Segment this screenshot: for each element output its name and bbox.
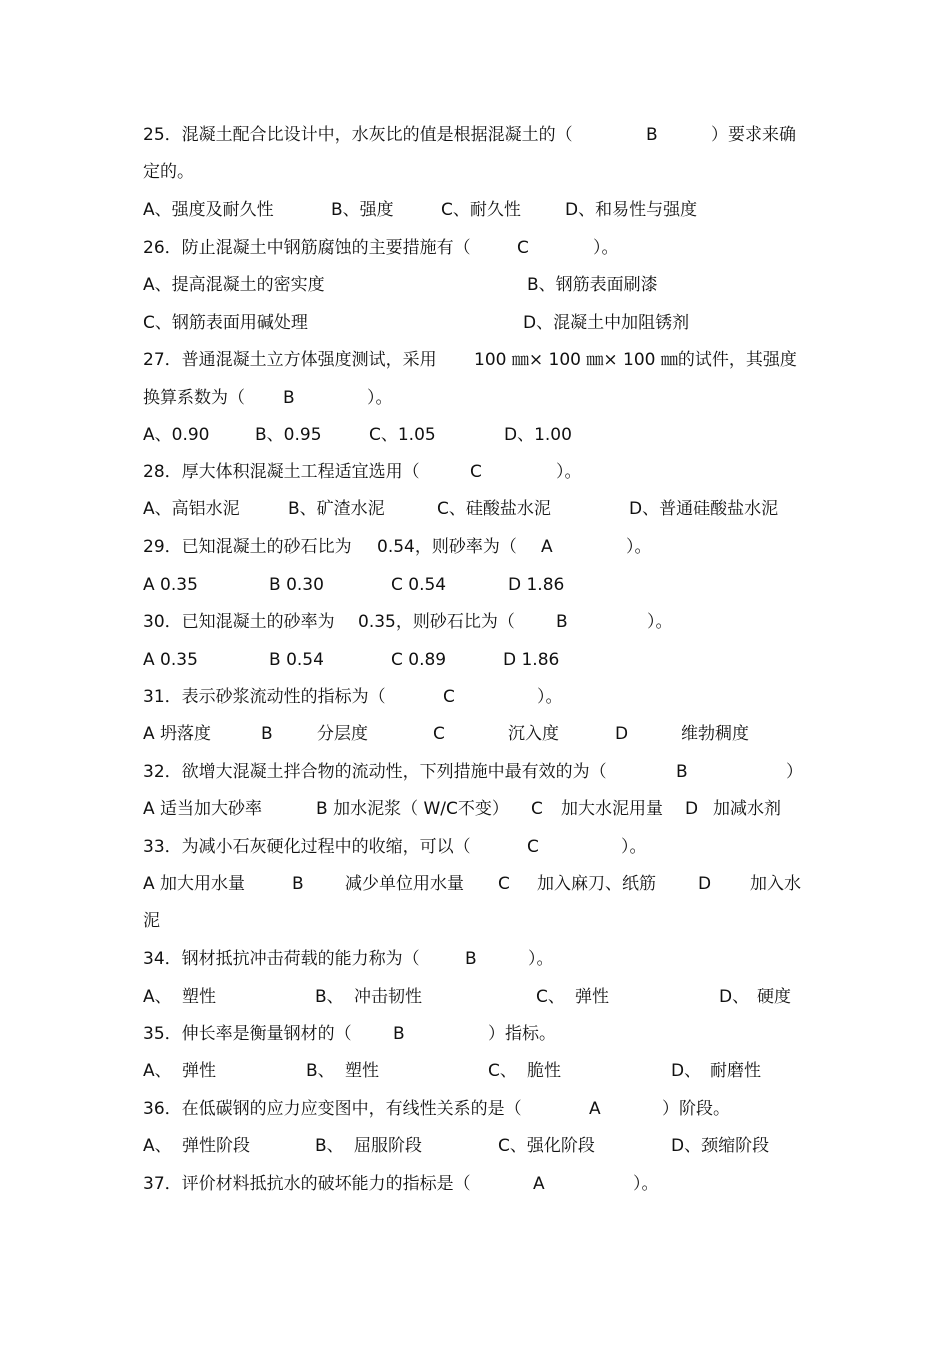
answer-letter: A — [541, 537, 553, 557]
option: D、和易性与强度 — [565, 200, 698, 220]
question-27-stem-cont — [143, 385, 393, 411]
question-text: ）。 — [537, 687, 563, 707]
option: 脆性 — [527, 1061, 561, 1081]
option: A 0.35 — [143, 575, 198, 595]
option: 加入麻刀、纸筋 — [537, 874, 656, 894]
question-29-stem — [143, 534, 652, 560]
option: C — [531, 799, 543, 819]
question-text: 0.54，则砂率为（ — [377, 537, 517, 557]
question-text: 32．欲增大混凝土拌合物的流动性，下列措施中最有效的为（ — [143, 762, 607, 782]
option: D — [698, 874, 712, 894]
option: B、0.95 — [255, 425, 322, 445]
option: A 适当加大砂率 — [143, 799, 263, 819]
option: C、硅酸盐水泥 — [437, 499, 551, 519]
question-text: 35．伸长率是衡量钢材的（ — [143, 1024, 352, 1044]
option: 塑性 — [182, 987, 216, 1007]
option: C、1.05 — [369, 425, 436, 445]
question-37-stem — [143, 1171, 659, 1197]
question-33-options-cont — [143, 908, 165, 934]
option: D 1.86 — [508, 575, 565, 595]
question-text: 37．评价材料抵抗水的破坏能力的指标是（ — [143, 1174, 471, 1194]
answer-letter: B — [465, 949, 477, 969]
answer-letter: C — [527, 837, 539, 857]
option: C 0.54 — [391, 575, 447, 595]
option: C、钢筋表面用碱处理 — [143, 313, 308, 333]
answer-letter: C — [443, 687, 455, 707]
question-32-options — [143, 796, 781, 822]
option: C、强化阶段 — [498, 1136, 595, 1156]
option: 维勃稠度 — [681, 724, 749, 744]
question-text: ）。 — [367, 388, 393, 408]
question-text: ）。 — [593, 238, 619, 258]
option: A 坍落度 — [143, 724, 212, 744]
question-33-options — [143, 871, 801, 897]
answer-letter: C — [470, 462, 482, 482]
option: 减少单位用水量 — [345, 874, 464, 894]
option: B — [261, 724, 273, 744]
question-26-stem — [143, 235, 619, 261]
option: A、0.90 — [143, 425, 210, 445]
option: 塑性 — [345, 1061, 379, 1081]
answer-letter: B — [283, 388, 295, 408]
option: A、 — [143, 1136, 172, 1156]
option: 加大水泥用量 — [561, 799, 663, 819]
answer-letter: B — [676, 762, 688, 782]
question-35-stem — [143, 1021, 556, 1047]
question-31-stem — [143, 684, 563, 710]
option: C、耐久性 — [441, 200, 521, 220]
question-text: ） — [786, 762, 803, 782]
answer-letter: C — [517, 238, 529, 258]
question-31-options — [143, 721, 749, 747]
option: 加减水剂 — [713, 799, 781, 819]
option: 弹性 — [575, 987, 609, 1007]
option: D、颈缩阶段 — [671, 1136, 770, 1156]
option: B、 — [315, 1136, 344, 1156]
question-text: ）。 — [647, 612, 673, 632]
question-text: ）。 — [528, 949, 554, 969]
option: A、提高混凝土的密实度 — [143, 275, 325, 295]
question-text: ）阶段。 — [662, 1099, 730, 1119]
question-36-options — [143, 1133, 770, 1159]
question-text: 0.35，则砂石比为（ — [358, 612, 515, 632]
answer-letter: A — [589, 1099, 601, 1119]
question-text: ）。 — [621, 837, 647, 857]
question-29-options — [143, 572, 565, 598]
question-text: 29．已知混凝土的砂石比为 — [143, 537, 352, 557]
option: C 0.89 — [391, 650, 447, 670]
question-34-options — [143, 984, 791, 1010]
option: 冲击韧性 — [354, 987, 422, 1007]
option: D — [685, 799, 699, 819]
option: B、 — [315, 987, 344, 1007]
option: B、 — [306, 1061, 335, 1081]
option: B 0.54 — [269, 650, 324, 670]
option: D 1.86 — [503, 650, 560, 670]
question-text: ）。 — [626, 537, 652, 557]
option: 加入水 — [750, 874, 801, 894]
option: C、 — [536, 987, 565, 1007]
option: D、普通硅酸盐水泥 — [629, 499, 779, 519]
question-text: ）。 — [633, 1174, 659, 1194]
question-36-stem — [143, 1096, 730, 1122]
question-text: ）指标。 — [488, 1024, 556, 1044]
question-27-options — [143, 422, 572, 448]
question-28-options — [143, 496, 779, 522]
question-25-options — [143, 197, 698, 223]
question-text: 换算系数为（ — [143, 388, 245, 408]
option: C — [498, 874, 510, 894]
question-30-stem — [143, 609, 673, 635]
option: 屈服阶段 — [354, 1136, 422, 1156]
question-text: 100 ㎜× 100 ㎜× 100 ㎜的试件，其强度 — [474, 350, 797, 370]
question-text: 34．钢材抵抗冲击荷载的能力称为（ — [143, 949, 420, 969]
question-27-stem — [143, 347, 797, 373]
option: A、强度及耐久性 — [143, 200, 274, 220]
answer-letter: B — [556, 612, 568, 632]
option: 分层度 — [317, 724, 368, 744]
question-text: ）要求来确 — [711, 125, 796, 145]
option: A、 — [143, 987, 172, 1007]
question-25-stem-cont — [143, 159, 194, 185]
question-text: 27．普通混凝土立方体强度测试，采用 — [143, 350, 437, 370]
question-30-options — [143, 647, 560, 673]
option: A 0.35 — [143, 650, 198, 670]
question-text: 30．已知混凝土的砂率为 — [143, 612, 335, 632]
option: 耐磨性 — [710, 1061, 761, 1081]
answer-letter: A — [533, 1174, 545, 1194]
answer-letter: B — [646, 125, 658, 145]
option: A、 — [143, 1061, 172, 1081]
option: 弹性阶段 — [182, 1136, 250, 1156]
question-35-options — [143, 1058, 761, 1084]
answer-letter: B — [393, 1024, 405, 1044]
question-33-stem — [143, 834, 647, 860]
option: D、 — [671, 1061, 702, 1081]
option: C、 — [488, 1061, 517, 1081]
question-32-stem — [143, 759, 803, 785]
option: B、强度 — [331, 200, 394, 220]
question-text: 36．在低碳钢的应力应变图中，有线性关系的是（ — [143, 1099, 522, 1119]
option: 泥 — [143, 911, 160, 931]
option: 弹性 — [182, 1061, 216, 1081]
option: B、钢筋表面刷漆 — [527, 275, 658, 295]
option: C — [433, 724, 445, 744]
option: B、矿渣水泥 — [288, 499, 385, 519]
question-text: 25．混凝土配合比设计中，水灰比的值是根据混凝土的（ — [143, 125, 573, 145]
question-26-options-2 — [143, 310, 690, 336]
question-text: 26．防止混凝土中钢筋腐蚀的主要措施有（ — [143, 238, 471, 258]
question-28-stem — [143, 459, 582, 485]
option: D — [615, 724, 629, 744]
question-25-stem — [143, 122, 796, 148]
option: 硬度 — [757, 987, 791, 1007]
question-text: 28．厚大体积混凝土工程适宜选用（ — [143, 462, 420, 482]
question-26-options-1 — [143, 272, 658, 298]
option: D、 — [719, 987, 750, 1007]
question-text: ）。 — [556, 462, 582, 482]
option: A 加大用水量 — [143, 874, 246, 894]
option: 沉入度 — [508, 724, 559, 744]
question-text: 定的。 — [143, 162, 194, 182]
option: B — [292, 874, 304, 894]
option: D、混凝土中加阻锈剂 — [523, 313, 690, 333]
option: B 0.30 — [269, 575, 324, 595]
option: B 加水泥浆（ W/C不变） — [316, 799, 509, 819]
option: A、高铝水泥 — [143, 499, 240, 519]
question-text: 33．为减小石灰硬化过程中的收缩，可以（ — [143, 837, 471, 857]
question-34-stem — [143, 946, 554, 972]
question-text: 31．表示砂浆流动性的指标为（ — [143, 687, 386, 707]
option: D、1.00 — [504, 425, 572, 445]
